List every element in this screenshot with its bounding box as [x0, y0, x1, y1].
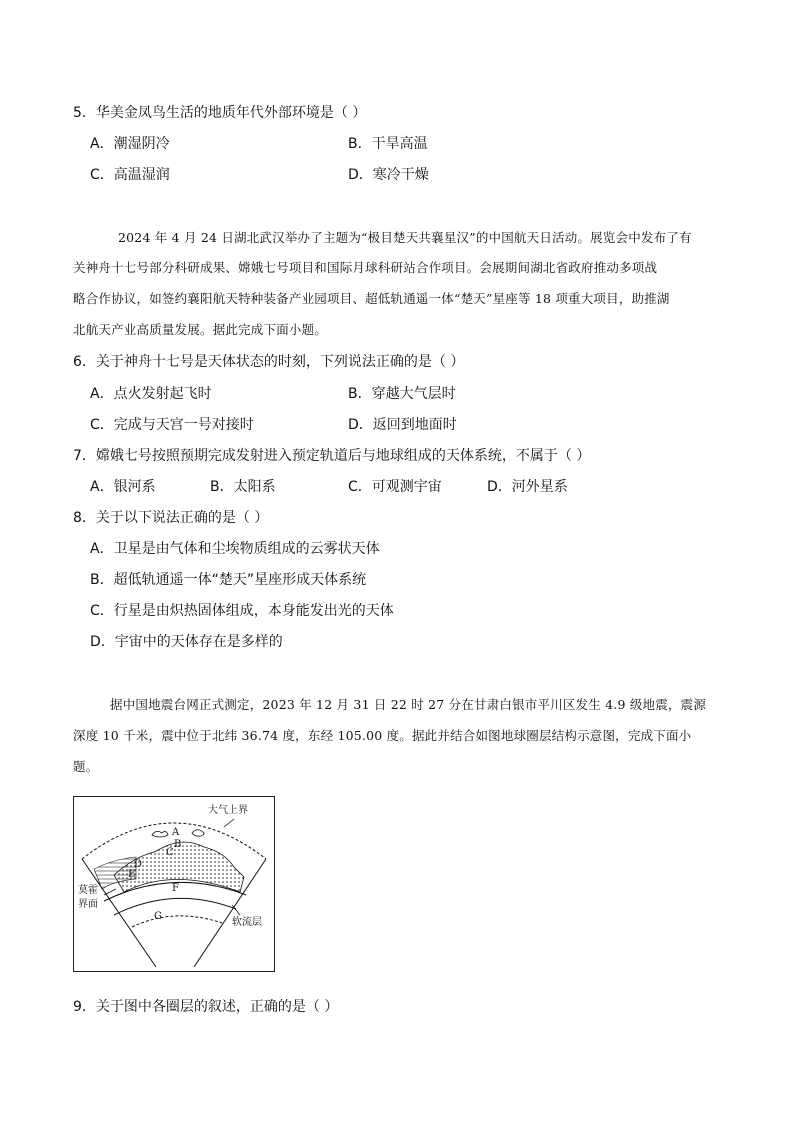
question-7-option-d: D．河外星系: [487, 479, 568, 495]
passage-1-line-1: 2024 年 4 月 24 日湖北武汉举办了主题为“极目楚天共襄星汉”的中国航天日活动。展览会中发布了有: [118, 230, 692, 245]
earth-sphere-structure-diagram: [73, 796, 275, 972]
layer-b-label: B: [174, 839, 182, 850]
layer-f-label: F: [172, 883, 179, 894]
question-5-option-b: B．干旱高温: [348, 136, 428, 152]
question-7-option-a: A．银河系: [90, 479, 156, 495]
passage-2-line-3: 题。: [73, 759, 99, 774]
passage-1-line-2: 关神舟十七号部分科研成果、嫦娥七号项目和国际月球科研站合作项目。会展期间湖北省政府推动多项战: [73, 260, 658, 275]
question-7-option-b: B．太阳系: [210, 479, 276, 495]
question-6-option-a: A．点火发射起飞时: [90, 386, 212, 402]
cloud-1: [152, 831, 168, 837]
question-8-option-a: A．卫星是由气体和尘埃物质组成的云雾状天体: [90, 541, 380, 557]
question-9-stem: 9．关于图中各圈层的叙述，正确的是（ ）: [73, 999, 339, 1015]
layer-d-label: D: [134, 859, 143, 870]
passage-2-line-2: 深度 10 千米，震中位于北纬 36.74 度，东经 105.00 度。据此并结合如图地球圈层结构示意图，完成下面小: [73, 728, 692, 743]
moho-label-arrow: [104, 889, 116, 895]
question-7-option-c: C．可观测宇宙: [348, 479, 442, 495]
cloud-2: [192, 830, 204, 836]
layer-a-label: A: [172, 827, 180, 838]
question-8-option-b: B．超低轨通遥一体“楚天”星座形成天体系统: [90, 572, 367, 588]
question-8-option-d: D．宇宙中的天体存在是多样的: [90, 634, 283, 650]
layer-c-label: C: [166, 847, 174, 858]
layer-e-label: E: [128, 869, 136, 880]
question-5-option-c: C．高温湿润: [90, 167, 170, 183]
question-6-stem: 6．关于神舟十七号是天体状态的时刻，下列说法正确的是（ ）: [73, 354, 465, 370]
question-6-option-b: B．穿越大气层时: [348, 386, 456, 402]
question-8-stem: 8．关于以下说法正确的是（ ）: [73, 510, 269, 526]
atmosphere-top-label: 大气上界: [208, 805, 248, 816]
question-5-option-d: D．寒冷干燥: [348, 167, 429, 183]
passage-2-line-1: 据中国地震台网正式测定，2023 年 12 月 31 日 22 时 27 分在甘肃白银市平川区发生 4.9 级地震，震源: [110, 697, 707, 712]
layer-g-label: G: [154, 911, 162, 922]
sphere-diagram-svg: [74, 797, 274, 971]
mantle-dashed-boundary: [132, 916, 222, 927]
question-7-stem: 7．嫦娥七号按照预期完成发射进入预定轨道后与地球组成的天体系统，不属于（ ）: [73, 448, 591, 464]
question-5-option-a: A．潮湿阴冷: [90, 136, 170, 152]
question-6-option-c: C．完成与天宫一号对接时: [90, 417, 254, 433]
atmosphere-label-arrow: [224, 819, 234, 827]
passage-1-line-4: 北航天产业高质量发展。据此完成下面小题。: [73, 322, 328, 337]
question-5-stem: 5．华美金凤鸟生活的地质年代外部环境是（ ）: [73, 105, 367, 121]
moho-label-line-1: 莫霍: [78, 885, 98, 896]
passage-1-line-3: 略合作协议，如签约襄阳航天特种装备产业园项目、超低轨通遥一体“楚天”星座等 18 项重大项目，助推湖: [73, 291, 670, 306]
asthenosphere-label-arrow: [232, 905, 240, 915]
moho-label-line-2: 界面: [78, 899, 98, 910]
asthenosphere-label: 软流层: [232, 917, 262, 928]
question-8-option-c: C．行星是由炽热固体组成，本身能发出光的天体: [90, 603, 394, 619]
question-6-option-d: D．返回到地面时: [348, 417, 457, 433]
asthenosphere-boundary: [114, 898, 236, 915]
